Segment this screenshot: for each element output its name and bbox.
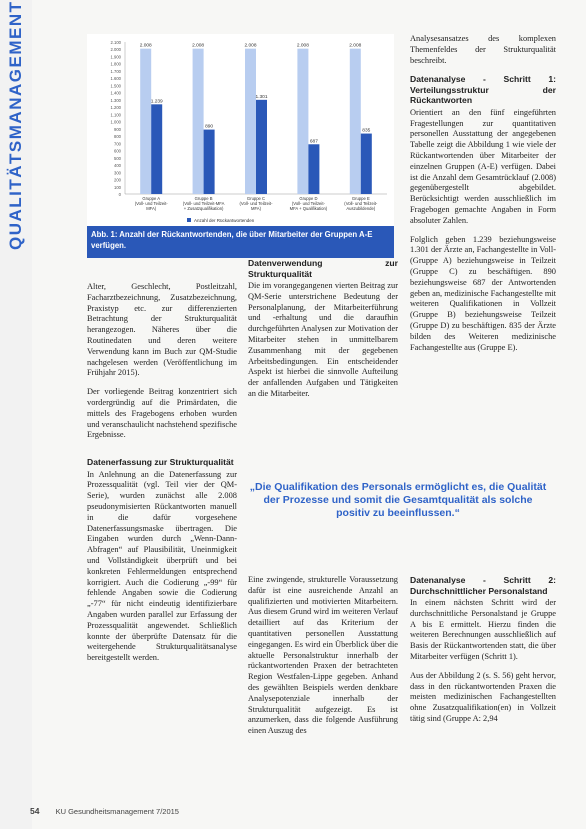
category-label: (Voll- und Teilzeit- <box>134 201 168 206</box>
category-label: MFA + Qualifikation) <box>289 206 328 211</box>
bar <box>350 49 361 194</box>
paragraph: Aus der Abbildung 2 (s. S. 56) geht hervor, dass in den rückantwortenden Praxen die meisten medizinischen Fachangestellten ohne Zusatzqualifikation(en) in Vollzeit tätig sind (Gruppe A: 2,94 <box>410 670 556 723</box>
page-number: 54 <box>30 806 40 816</box>
data-label: 687 <box>309 139 318 145</box>
data-label: 2.008 <box>349 43 362 49</box>
y-tick-label: 1.100 <box>110 112 121 118</box>
category-label: + Zusatzqualifikation) <box>183 206 224 211</box>
bar-chart <box>87 34 394 229</box>
category-label: (Voll- und Teilzeit- <box>291 201 325 206</box>
paragraph: In einem nächsten Schritt wird der durchschnittliche Personalstand je Gruppe A bis E ermittelt. Hierzu finden die weiteren Berechnungen ausschließlich auf Basis der Rückantwortenden statt, die über Mitarbeiter verfügen (Schritt 1). <box>410 598 556 661</box>
column-middle <box>248 258 398 408</box>
data-label: 2.008 <box>139 43 152 49</box>
section-heading: Datenverwendung zur Strukturqualität <box>248 258 398 279</box>
y-tick-label: 2.000 <box>110 47 121 53</box>
column-right <box>410 34 556 361</box>
bar <box>245 49 256 194</box>
bar <box>193 49 204 194</box>
paragraph: Orientiert an den fünf eingeführten Fragestellungen zur quantitativen personellen Ausstattung der angegebenen Tabelle zeigt die Abbildung 1 wie viele der Rückantwortenden über Mitarbeiter der einzelnen Gruppen (A-E) verfügen. Dabei ist die Anzahl dem Gesamtrücklauf (2.008) gegenübergestellt abgebildet. Berücksichtigt werden ausschließlich im Fragebogen gemachte Angaben in Form absoluter Zahlen. <box>410 107 556 225</box>
section-heading: Datenanalyse - Schritt 2: Durchschnittlicher Personalstand <box>410 575 556 596</box>
y-tick-label: 600 <box>114 148 121 154</box>
data-label: 2.008 <box>296 43 309 49</box>
y-tick-label: 300 <box>114 170 121 176</box>
bar <box>140 49 151 194</box>
legend-swatch <box>187 218 191 222</box>
y-tick-label: 1.700 <box>110 68 121 74</box>
y-tick-label: 1.800 <box>110 61 121 67</box>
paragraph: Analysesansatzes des komplexen Themenfeldes der Strukturqualität beschreibt. <box>410 34 556 65</box>
category-label: MFA) <box>250 206 262 211</box>
category-label: MFA) <box>146 206 157 211</box>
y-tick-label: 1.900 <box>110 54 121 60</box>
bar <box>361 134 372 194</box>
paragraph: Eine zwingende, strukturelle Voraussetzung dafür ist eine ausreichende Anzahl an qualifizierten und motivierten Mitarbeitern. Aus diesem Grund wird im weiteren Verlauf detailliert auf das Kriterium der quantitativen personellen Ausstattung eingegangen. Es wird ein Überblick über die aktuelle Personalstruktur innerhalb der rückantwortenden Praxen der betrachteten Region Westfalen-Lippe gegeben. Anhand des gewählten Beispiels werden denkbare Analysepotenziale innerhalb der Strukturqualität aufgezeigt. Es ist anzumerken, dass die folgende Ausführung einen Auszug des <box>248 575 398 736</box>
data-label: 835 <box>362 128 371 134</box>
y-tick-label: 200 <box>114 177 121 183</box>
paragraph: Die im vorangegangenen vierten Beitrag zur QM-Serie unterstrichene Bedeutung der Personalplanung, der Mitarbeiterführung und -erhaltung und die daraufhin durchgeführten Analysen zur Motivation der Mitarbeiter stehen in unmittelbarem Zusammenhang mit der gegebenen Arbeitsbedingungen. Ein entscheidender Aspekt ist hierbei die sinnvolle Aufteilung der anfallenden Aufgaben und Tätigkeiten an die Mitarbeiter. <box>248 281 398 398</box>
y-tick-label: 1.500 <box>110 83 121 89</box>
bar <box>151 104 162 194</box>
category-label: (Voll- und Teilzeit-MFA <box>182 201 225 206</box>
figure-caption: Abb. 1: Anzahl der Rückantwortenden, die über Mitarbeiter der Gruppen A-E verfügen. <box>87 226 394 258</box>
pull-quote: „Die Qualifikation des Personals ermöglicht es, die Qualität der Prozesse und somit die Gesamtqualität als solche positiv zu beeinflussen.“ <box>249 481 547 519</box>
y-tick-label: 1.300 <box>110 97 121 103</box>
y-tick-label: 100 <box>114 184 121 190</box>
column-middle-lower <box>248 575 398 745</box>
y-tick-label: 1.200 <box>110 105 121 111</box>
category-label: (Voll- und Teilzeit- <box>239 201 273 206</box>
journal-name: KU Gesundheitsmanagement 7/2015 <box>55 807 179 816</box>
category-label: Gruppe B <box>194 196 213 201</box>
category-label: Gruppe E <box>351 196 370 201</box>
data-label: 2.008 <box>192 43 205 49</box>
section-heading: Datenerfassung zur Strukturqualität <box>87 457 234 468</box>
section-heading: Datenanalyse - Schritt 1: Verteilungsstruktur der Rückantworten <box>410 74 556 106</box>
page-footer <box>30 806 179 816</box>
legend-label: Anzahl der Rückantwortenden <box>194 217 255 223</box>
y-tick-label: 1.400 <box>110 90 121 96</box>
column-right-lower <box>410 575 556 733</box>
category-label: (Voll- und Teilzeit- <box>344 201 378 206</box>
section-title: QUALITÄTSMANAGEMENT <box>6 0 25 250</box>
bar <box>204 130 215 194</box>
category-label: Gruppe D <box>299 196 318 201</box>
y-tick-label: 800 <box>114 134 121 140</box>
y-tick-label: 400 <box>114 163 121 169</box>
paragraph: Folglich geben 1.239 beziehungsweise 1.301 der Ärzte an, Fachangestellte in Voll- (Gruppe A) beziehungsweise in Teilzeit (Gruppe C) zu beschäftigen. 890 beziehungsweise 687 der Antwortenden geben an, medizinische Fachangestellte mit weiteren Qualifikationen in Vollzeit (Gruppe B) beziehungsweise Teilzeit (Gruppe D) zu beschäftigen. 835 der Ärzte bilden des Weiteren medizinische Fachangestellte aus (Gruppe E). <box>410 234 556 352</box>
data-label: 2.008 <box>244 43 257 49</box>
data-label: 890 <box>205 124 214 130</box>
y-tick-label: 2.100 <box>110 40 121 45</box>
bar <box>308 144 319 194</box>
bar <box>297 49 308 194</box>
sidebar <box>0 0 32 829</box>
category-label: Gruppe C <box>246 196 266 201</box>
category-label: Auszubildende) <box>346 206 376 211</box>
data-label: 1.239 <box>150 99 163 105</box>
y-tick-label: 1.000 <box>110 119 121 125</box>
y-tick-label: 500 <box>114 155 121 161</box>
y-tick-label: 900 <box>114 126 121 132</box>
column-left <box>87 282 237 672</box>
bar <box>256 100 267 194</box>
y-tick-label: 700 <box>114 141 121 147</box>
bar-chart-figure <box>87 34 394 258</box>
y-tick-label: 1.600 <box>110 76 121 82</box>
data-label: 1.301 <box>255 94 268 100</box>
paragraph: Alter, Geschlecht, Postleitzahl, Facharztbezeichnung, Zusatzbezeichnung, Praxistyp etc. zur differenzierten Betrachtung der Strukturqualität herangezogen. Näheres über die Routinedaten und deren weitere Verwendung kann im Buch zur QM-Studie nachgelesen werden (Veröffentlichung im Frühjahr 2015). <box>87 282 237 378</box>
paragraph: Der vorliegende Beitrag konzentriert sich vordergründig auf die Primärdaten, die mittels des Fragebogens erhoben wurden und veranschaulicht nachstehend spezifische Ergebnisse. <box>87 387 237 440</box>
paragraph: In Anlehnung an die Datenerfassung zur Prozessqualität (vgl. Teil vier der QM-Serie), wurden zunächst alle 2.008 pseudonymisierten Rückantworten manuell in die dafür vorgesehene Datenerfassungsmaske übertragen. Die Eingaben wurden durch „Wenn-Dann-Abfragen“ auf Plausibilität, Uneinmigkeit und Vollständigkeit überprüft und bei konkreten Fehlermeldungen entsprechend korrigiert. Auch die Codierung „-99“ für fehlende Angaben sowie die Codierung „-77“ für nicht eindeutig identifizierbare Angaben wurden parallel zur Erfassung der Prozessqualität angewendet. Schließlich konnte der überprüfte Datensatz für die weitergehende Strukturqualitätsanalyse bereitgestellt werden. <box>87 469 237 663</box>
category-label: Gruppe A <box>142 196 161 201</box>
y-tick-label: 0 <box>118 192 121 197</box>
